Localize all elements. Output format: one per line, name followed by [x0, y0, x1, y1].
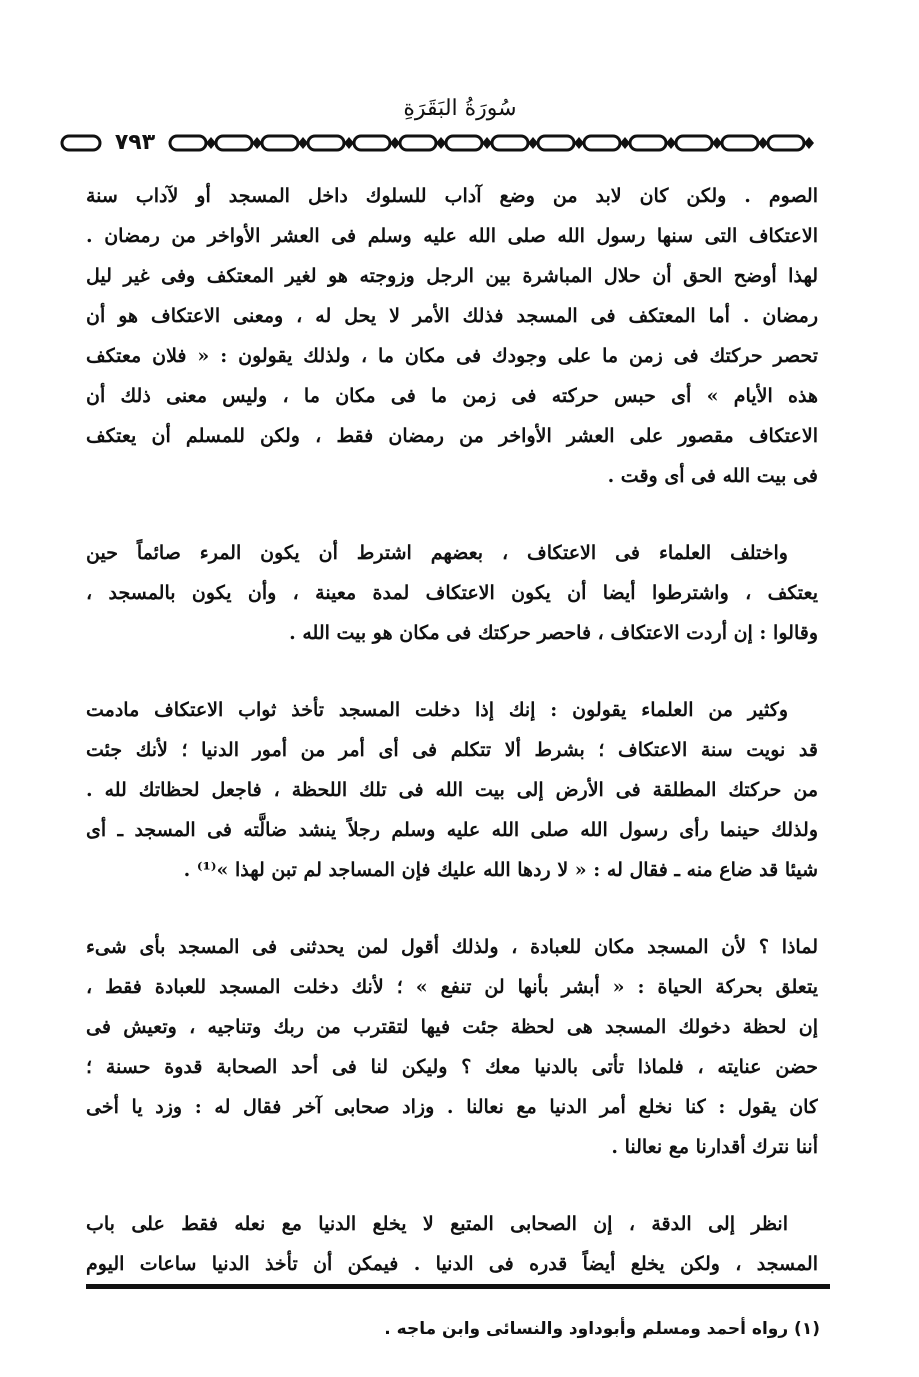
text-line: يعتكف ، واشترطوا أيضا أن يكون الاعتكاف لمدة معينة ، وأن يكون بالمسجد ، — [86, 582, 818, 604]
chain-link — [262, 136, 298, 150]
main-text — [86, 176, 818, 1284]
text-line: هذه الأيام » أى حبس حركته فى زمن ما فى مكان ما ، وليس معنى ذلك أن — [86, 385, 818, 407]
text-line: وقالوا : إن أردت الاعتكاف ، فاحصر حركتك فى مكان هو بيت الله . — [289, 622, 818, 644]
text-line: لماذا ؟ لأن المسجد مكان للعبادة ، ولذلك أقول لمن يحدثنى فى المسجد بأى شىء — [86, 936, 818, 958]
text-line: تحصر حركتك فى زمن ما على وجودك فى مكان ما ، ولذلك يقولون : « فلان معتكف — [86, 345, 818, 367]
chain-link — [446, 136, 482, 150]
chain-ornament — [60, 128, 840, 158]
chain-link — [768, 136, 804, 150]
text-line: رمضان . أما المعتكف فى المسجد فذلك الأمر لا يحل له ، ومعنى الاعتكاف هو أن — [86, 305, 818, 327]
paragraph — [86, 927, 818, 1167]
chain-link — [630, 136, 666, 150]
text-line: واختلف العلماء فى الاعتكاف ، بعضهم اشترط أن يكون المرء صائماً حين — [86, 542, 788, 564]
chain-link — [170, 136, 206, 150]
paragraph — [86, 176, 818, 496]
text-line: إن لحظة دخولك المسجد هى لحظة جئت فيها لتقترب من ربك وتناجيه ، وتعيش فى — [86, 1016, 818, 1038]
surah-title: سُورَةُ البَقَرَةِ — [403, 96, 517, 121]
chain-diamond — [804, 137, 814, 149]
chain-link — [308, 136, 344, 150]
chain-link — [354, 136, 390, 150]
paragraph — [86, 533, 818, 653]
text-line: قد نويت سنة الاعتكاف ؛ بشرط ألا تتكلم فى أى أمر من أمور الدنيا ؛ لأنك جئت — [86, 739, 818, 761]
chain-link — [216, 136, 252, 150]
text-line: أننا نترك أقدارنا مع نعالنا . — [611, 1136, 818, 1158]
text-line: يتعلق بحركة الحياة : « أبشر بأنها لن تنفع » ؛ لأنك دخلت المسجد للعبادة فقط ، — [86, 976, 818, 998]
footnote: (١) رواه أحمد ومسلم وأبوداود والنسائى وابن ماجه . — [384, 1319, 820, 1339]
text-line: حضن عنايته ، فلماذا تأتى بالدنيا معك ؟ وليكن لنا فى أحد الصحابة قدوة حسنة ؛ — [86, 1056, 818, 1078]
text-line: شيئا قد ضاع منه ـ فقال له : « لا ردها الله عليك فإن المساجد لم تبن لهذا »⁽¹⁾ . — [183, 859, 818, 881]
text-line: من حركتك المطلقة فى الأرض إلى بيت الله فى تلك اللحظة ، فاجعل لحظاتك لله . — [86, 779, 818, 801]
text-line: وكثير من العلماء يقولون : إنك إذا دخلت المسجد تأخذ ثواب الاعتكاف مادمت — [86, 699, 788, 721]
text-line: كان يقول : كنا نخلع أمر الدنيا مع نعالنا . وزاد صحابى آخر فقال له : وزد يا أخى — [86, 1096, 818, 1118]
chain-link — [400, 136, 436, 150]
page-number: ٧٩٣ — [114, 130, 156, 155]
paragraph — [86, 1204, 818, 1284]
text-line: فى بيت الله فى أى وقت . — [607, 465, 818, 487]
text-line: لهذا أوضح الحق أن حلال المباشرة بين الرجل وزوجته هو لغير المعتكف وفى غير ليل — [86, 265, 818, 287]
chain-link — [722, 136, 758, 150]
text-line: انظر إلى الدقة ، إن الصحابى المتبع لا يخلع الدنيا مع نعله فقط على باب — [86, 1213, 788, 1235]
ornamental-header-band — [60, 128, 840, 158]
text-line: المسجد ، ولكن يخلع أيضاً قدره فى الدنيا . فيمكن أن تأخذ الدنيا ساعات اليوم — [86, 1253, 818, 1275]
text-line: الاعتكاف التى سنها رسول الله صلى الله عليه وسلم فى العشر الأواخر من رمضان . — [86, 225, 818, 247]
text-line: الاعتكاف مقصور على العشر الأواخر من رمضان فقط ، ولكن للمسلم أن يعتكف — [86, 425, 818, 447]
chain-end-link — [62, 136, 100, 150]
text-line: الصوم . ولكن كان لابد من وضع آداب للسلوك داخل المسجد أو لآداب سنة — [86, 185, 818, 207]
paragraph — [86, 690, 818, 890]
text-line: ولذلك حينما رأى رسول الله صلى الله عليه وسلم رجلاً ينشد ضالَّته فى المسجد ـ أى — [86, 819, 818, 841]
chain-link — [538, 136, 574, 150]
footnote-divider — [86, 1284, 830, 1289]
chain-link — [492, 136, 528, 150]
chain-link — [676, 136, 712, 150]
chain-link — [584, 136, 620, 150]
